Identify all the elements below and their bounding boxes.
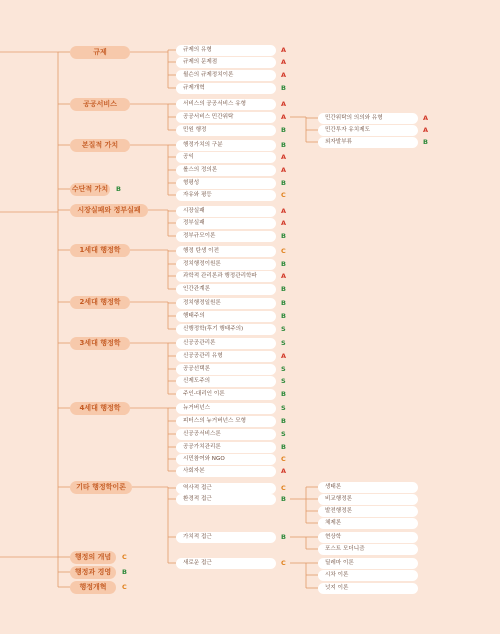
grade-badge: C [122, 582, 127, 591]
subtopic-item: 시차 이론 [318, 570, 418, 581]
topic-item: 롤스의 정의론 [176, 165, 276, 176]
grade-badge: B [281, 83, 286, 92]
grade-badge: B [281, 231, 286, 240]
grade-badge: C [122, 552, 127, 561]
grade-badge: B [281, 532, 286, 541]
topic-item: 공공서비스 민간위탁 [176, 112, 276, 123]
topic-item: 신공공관리 유형 [176, 351, 276, 362]
grade-badge: A [281, 271, 287, 280]
grade-badge: A [281, 99, 287, 108]
subtopic-item: 비교행정론 [318, 494, 418, 505]
topic-item: 공익 [176, 152, 276, 163]
topic-item: 신행정학(후기 행태주의) [176, 324, 276, 335]
topic-item: 규제개혁 [176, 83, 276, 94]
grade-badge: B [281, 284, 286, 293]
grade-badge: S [281, 429, 286, 438]
grade-badge: B [116, 184, 121, 193]
category-node: 규제 [70, 46, 130, 59]
grade-badge: C [281, 558, 286, 567]
topic-item: 정부실패 [176, 218, 276, 229]
topic-item: 역사적 접근 [176, 483, 276, 494]
topic-item: 주인-대리인 이론 [176, 389, 276, 400]
topic-item: 공공선택론 [176, 364, 276, 375]
topic-item: 서비스의 공공서비스 유형 [176, 99, 276, 110]
grade-badge: A [423, 125, 429, 134]
topic-item: 자유와 평등 [176, 190, 276, 201]
subtopic-item: 포스트 모더니즘 [318, 544, 418, 555]
topic-item: 신제도주의 [176, 376, 276, 387]
grade-badge: B [281, 259, 286, 268]
grade-badge: B [281, 311, 286, 320]
topic-item: 행정 탄생 이전 [176, 246, 276, 257]
subtopic-item: 현상학 [318, 532, 418, 543]
grade-badge: A [281, 57, 287, 66]
grade-badge: S [281, 338, 286, 347]
topic-item: 새로운 접근 [176, 558, 276, 569]
grade-badge: A [281, 112, 287, 121]
grade-badge: A [281, 466, 287, 475]
grade-badge: B [281, 442, 286, 451]
topic-item: 공공가치관리론 [176, 442, 276, 453]
subtopic-item: 넛지 이론 [318, 583, 418, 594]
grade-badge: B [281, 298, 286, 307]
grade-badge: B [281, 416, 286, 425]
grade-badge: B [281, 494, 286, 503]
category-node: 2세대 행정학 [70, 296, 130, 309]
subtopic-item: 딜레마 이론 [318, 558, 418, 569]
grade-badge: A [281, 152, 287, 161]
topic-item: 규제의 유형 [176, 45, 276, 56]
grade-badge: C [281, 190, 286, 199]
grade-badge: S [281, 376, 286, 385]
grade-badge: A [423, 113, 429, 122]
subtopic-item: 민간위탁의 의의와 유형 [318, 113, 418, 124]
grade-badge: S [281, 324, 286, 333]
topic-item: 행정가치의 구분 [176, 140, 276, 151]
topic-item: 정치행정이원론 [176, 259, 276, 270]
subtopic-item: 발전행정론 [318, 506, 418, 517]
topic-item: 규제의 문제점 [176, 57, 276, 68]
category-node: 행정과 경영 [70, 566, 116, 579]
topic-item: 환경적 접근 [176, 494, 276, 505]
topic-item: 인간관계론 [176, 284, 276, 295]
grade-badge: B [122, 567, 127, 576]
grade-badge: A [281, 45, 287, 54]
grade-badge: B [423, 137, 428, 146]
grade-badge: A [281, 351, 287, 360]
topic-item: 정부규모이론 [176, 231, 276, 242]
topic-item: 민원 행정 [176, 125, 276, 136]
category-node: 본질적 가치 [70, 139, 130, 152]
topic-item: 신공공관리론 [176, 338, 276, 349]
category-node: 기타 행정학이론 [70, 481, 132, 494]
subtopic-item: 생태론 [318, 482, 418, 493]
topic-item: 형평성 [176, 178, 276, 189]
grade-badge: S [281, 364, 286, 373]
grade-badge: B [281, 125, 286, 134]
grade-badge: C [281, 246, 286, 255]
category-node: 공공서비스 [70, 98, 130, 111]
grade-badge: C [281, 483, 286, 492]
topic-item: 윌슨의 규제정치이론 [176, 70, 276, 81]
category-node: 3세대 행정학 [70, 337, 130, 350]
grade-badge: A [281, 165, 287, 174]
topic-item: 과학적 관리론과 행정관리학파 [176, 271, 276, 282]
topic-item: 정치행정일원론 [176, 298, 276, 309]
category-node: 시장실패와 정부실패 [70, 204, 148, 217]
subtopic-item: 체제론 [318, 518, 418, 529]
grade-badge: B [281, 178, 286, 187]
category-node: 행정개혁 [70, 581, 116, 594]
topic-item: 뉴거버넌스 [176, 403, 276, 414]
topic-item: 피터스의 뉴거버넌스 모형 [176, 416, 276, 427]
grade-badge: A [281, 206, 287, 215]
grade-badge: C [281, 454, 286, 463]
category-node: 1세대 행정학 [70, 244, 130, 257]
grade-badge: A [281, 218, 287, 227]
grade-badge: A [281, 70, 287, 79]
grade-badge: B [281, 140, 286, 149]
grade-badge: S [281, 403, 286, 412]
category-node: 행정의 개념 [70, 551, 116, 564]
topic-item: 사회자본 [176, 466, 276, 477]
topic-item: 가치적 접근 [176, 532, 276, 543]
category-node: 4세대 행정학 [70, 402, 130, 415]
topic-item: 시민참여와 NGO [176, 454, 276, 465]
topic-item: 신공공서비스론 [176, 429, 276, 440]
grade-badge: B [281, 389, 286, 398]
topic-item: 시장실패 [176, 206, 276, 217]
subtopic-item: 민간투자 유치제도 [318, 125, 418, 136]
category-node: 수단적 가치 [70, 183, 110, 196]
subtopic-item: 외자발부류 [318, 137, 418, 148]
topic-item: 행태주의 [176, 311, 276, 322]
